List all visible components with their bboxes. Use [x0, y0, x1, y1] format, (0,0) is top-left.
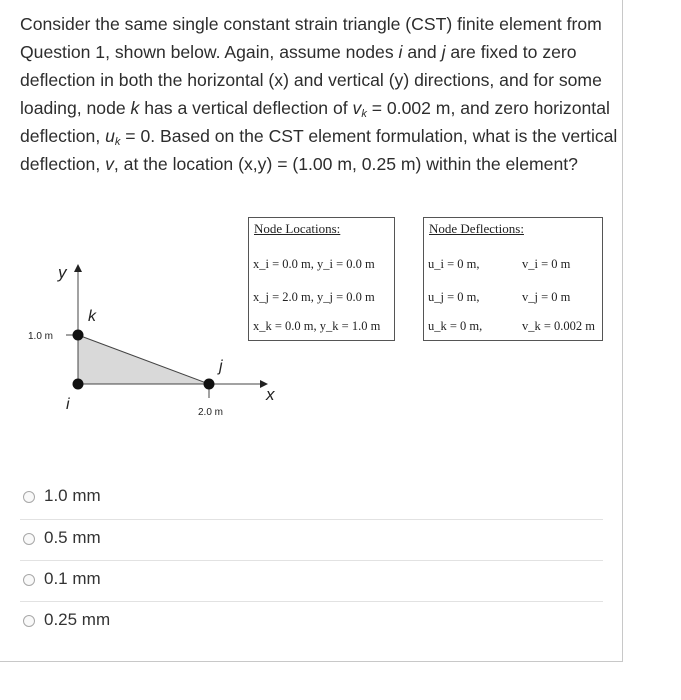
node-location-row: x_k = 0.0 m, y_k = 1.0 m	[253, 319, 381, 333]
node-i-label: i	[66, 396, 70, 413]
choice-label[interactable]: 1.0 mm	[44, 486, 101, 505]
radio-button[interactable]	[23, 615, 35, 627]
node-deflection-v: v_i = 0 m	[522, 257, 571, 271]
radio-button[interactable]	[23, 491, 35, 503]
radio-button[interactable]	[23, 574, 35, 586]
node-deflection-u: u_j = 0 m,	[428, 290, 480, 304]
x-axis-label: x	[266, 385, 275, 404]
node-k-label: k	[88, 308, 96, 325]
node-location-row: x_i = 0.0 m, y_i = 0.0 m	[253, 257, 375, 271]
choice-0-5-mm[interactable]	[20, 519, 603, 559]
choice-label[interactable]: 0.5 mm	[44, 528, 101, 547]
node-j	[204, 379, 215, 390]
node-locations-title: Node Locations:	[254, 221, 341, 236]
choice-label[interactable]: 0.25 mm	[44, 610, 111, 629]
y-axis-arrow	[74, 264, 82, 272]
triangle-element	[78, 335, 209, 384]
node-deflections-table	[423, 217, 603, 341]
node-deflections-title: Node Deflections:	[429, 221, 524, 236]
node-j-label: j	[219, 358, 223, 375]
node-locations-table	[248, 217, 395, 341]
question-text: Consider the same single constant strain triangle (CST) finite element from Question 1, shown below. Again, assume nodes i and j are fixed to zero deflection in both the horizontal (x) and vertical (y) directions, and for some loading, node k has a vertical deflection of $v_k = 0.002$ m, and zero horizontal deflection, $u_k = 0$. Based on the CST element formulation, what is the vertical deflection, v, at the location (x,y) = (1.00 m, 0.25 m) within the element?	[20, 14, 618, 174]
width-label: 2.0 m	[198, 407, 224, 418]
choice-0-25-mm[interactable]	[20, 601, 603, 641]
node-i	[73, 379, 84, 390]
choice-label[interactable]: 0.1 mm	[44, 569, 101, 588]
node-deflection-u: u_i = 0 m,	[428, 257, 480, 271]
node-deflection-v: v_j = 0 m	[522, 290, 571, 304]
height-label: 1.0 m	[28, 331, 54, 342]
node-k	[73, 330, 84, 341]
node-deflection-u: u_k = 0 m,	[428, 319, 483, 333]
node-location-row: x_j = 2.0 m, y_j = 0.0 m	[253, 290, 375, 304]
choice-1-0-mm[interactable]	[20, 478, 603, 518]
choice-0-1-mm[interactable]	[20, 560, 603, 600]
y-axis-label: y	[58, 263, 67, 282]
radio-button[interactable]	[23, 533, 35, 545]
node-deflection-v: v_k = 0.002 m	[522, 319, 596, 333]
